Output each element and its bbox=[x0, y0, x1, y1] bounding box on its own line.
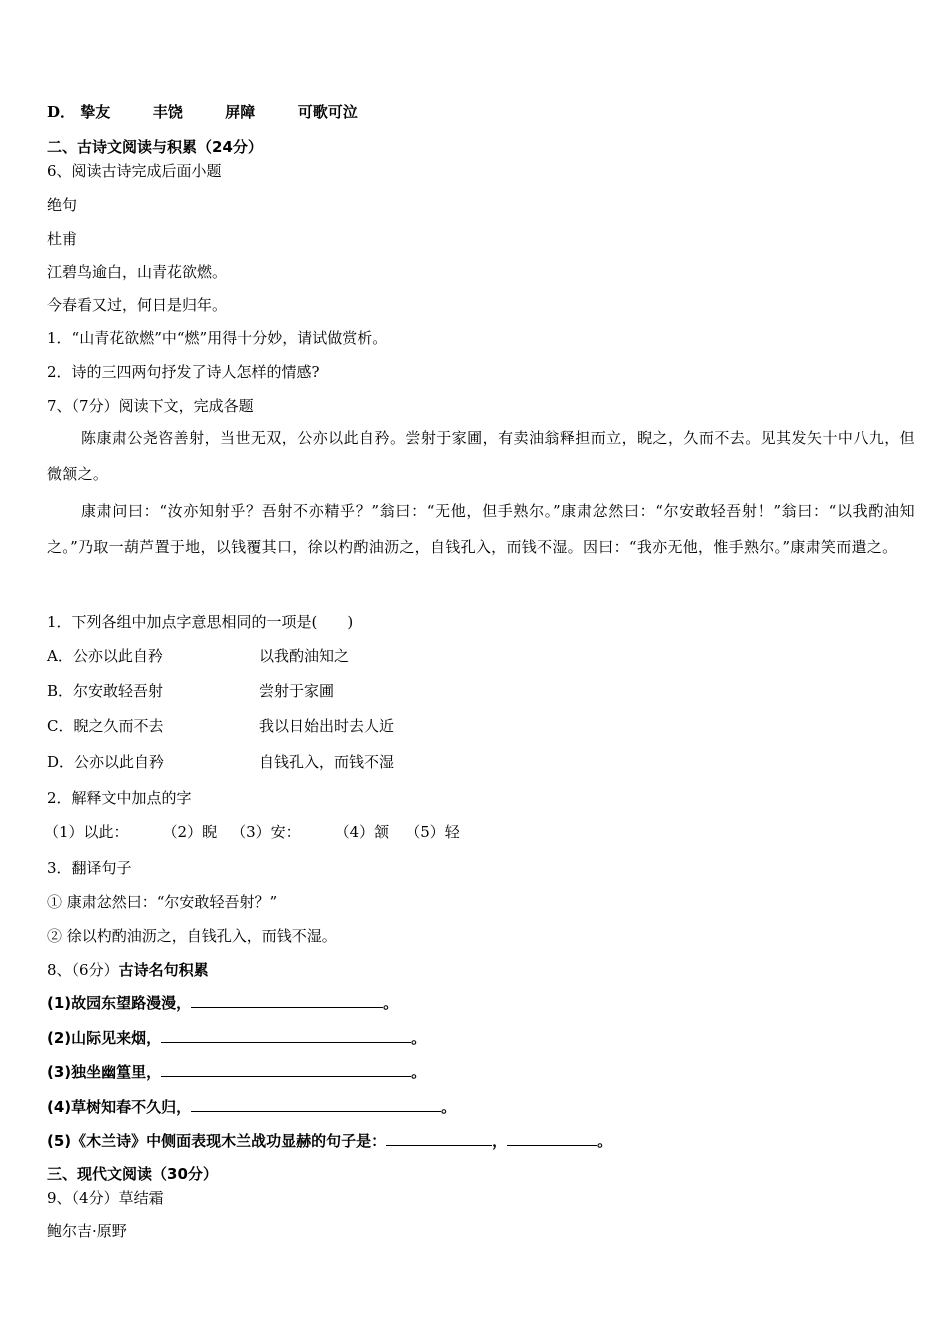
q8-item-1-end: 。 bbox=[383, 994, 399, 1012]
translate-1: ① 康肃忿然曰：“尔安敢轻吾射？” bbox=[47, 893, 278, 911]
option-d bbox=[47, 752, 164, 772]
q8-item-1 bbox=[47, 993, 398, 1013]
poem-line-1: 江碧鸟逾白，山青花欲燃。 bbox=[47, 263, 228, 281]
poem-author: 杜甫 bbox=[47, 230, 78, 248]
q7-passage-para-1: 陈康肃公尧咨善射，当世无双，公亦以此自矜。尝射于家圃，有卖油翁释担而立，睨之，久而不去。见其发矢十中八九，但微颔之。 bbox=[47, 429, 915, 483]
q8-item-5-text: (5)《木兰诗》中侧面表现木兰战功显赫的句子是： bbox=[47, 1132, 387, 1150]
poem-line-2: 今春看又过，何日是归年。 bbox=[47, 296, 228, 314]
answer-blank[interactable] bbox=[191, 1097, 441, 1112]
section-3-heading: 三、现代文阅读（30分） bbox=[47, 1165, 218, 1183]
q7-sub-2: 2．解释文中加点的字 bbox=[47, 789, 192, 807]
q5-option-d-label: D． bbox=[47, 103, 76, 121]
answer-blank[interactable] bbox=[191, 993, 383, 1008]
option-c-right: 我以日始出时去人近 bbox=[259, 717, 395, 735]
explain-row bbox=[44, 822, 460, 842]
q8-intro-prefix: 8、（6分） bbox=[47, 961, 119, 979]
option-b-right: 尝射于家圃 bbox=[259, 682, 335, 700]
option-a bbox=[47, 646, 163, 666]
answer-blank[interactable] bbox=[161, 1028, 411, 1043]
option-a-left: 公亦以此自矜 bbox=[72, 647, 163, 665]
q8-item-4 bbox=[47, 1097, 456, 1117]
option-c-left: 睨之久而不去 bbox=[73, 717, 164, 735]
option-d-left: 公亦以此自矜 bbox=[74, 753, 165, 771]
option-c bbox=[47, 716, 164, 736]
q8-item-3-end: 。 bbox=[411, 1063, 427, 1081]
q7-passage-para-2: 康肃问曰：“汝亦知射乎？吾射不亦精乎？”翁曰：“无他，但手熟尔。”康肃忿然曰：“尔安敢轻吾射！”翁曰：“以我酌油知之。”乃取一葫芦置于地，以钱覆其口，徐以杓酌油沥之，自钱孔入，而钱不湿。因曰：“我亦无他，惟手熟尔。”康肃笑而遣之。 bbox=[47, 502, 915, 556]
q9-author: 鲍尔吉·原野 bbox=[47, 1222, 127, 1240]
q6-sub-2: 2．诗的三四两句抒发了诗人怎样的情感? bbox=[47, 363, 320, 381]
section-2-heading: 二、古诗文阅读与积累（24分） bbox=[47, 138, 263, 156]
option-c-label: C． bbox=[47, 717, 74, 735]
q5-word-1: 挚友 bbox=[80, 103, 111, 121]
answer-blank[interactable] bbox=[386, 1131, 492, 1146]
poem-title: 绝句 bbox=[47, 196, 78, 214]
q7-sub-1: 1．下列各组中加点字意思相同的一项是( ) bbox=[47, 613, 354, 631]
option-a-right: 以我酌油知之 bbox=[259, 647, 350, 665]
q8-item-2 bbox=[47, 1028, 426, 1048]
q8-item-1-text: (1)故园东望路漫漫， bbox=[47, 994, 192, 1012]
q7-sub-3: 3．翻译句子 bbox=[47, 859, 132, 877]
q8-item-3-text: (3)独坐幽篁里， bbox=[47, 1063, 162, 1081]
q5-option-d bbox=[47, 102, 358, 122]
q8-item-2-text: (2)山际见来烟， bbox=[47, 1029, 162, 1047]
explain-4: （4）颔 bbox=[334, 823, 390, 841]
translate-2: ② 徐以杓酌油沥之，自钱孔入，而钱不湿。 bbox=[47, 927, 337, 945]
explain-3: （3）安： bbox=[231, 823, 301, 841]
q8-item-5-end: 。 bbox=[597, 1132, 613, 1150]
q8-item-4-text: (4)草树知春不久归， bbox=[47, 1098, 192, 1116]
q5-word-4: 可歌可泣 bbox=[297, 103, 358, 121]
q5-word-3: 屏障 bbox=[225, 103, 256, 121]
option-d-label: D． bbox=[47, 753, 75, 771]
q5-word-2: 丰饶 bbox=[152, 103, 183, 121]
answer-blank[interactable] bbox=[507, 1131, 597, 1146]
q8-item-5 bbox=[47, 1131, 612, 1151]
q8-intro-title: 古诗名句积累 bbox=[118, 961, 209, 979]
option-b bbox=[47, 681, 163, 701]
explain-2: （2）睨 bbox=[162, 823, 218, 841]
q8-intro bbox=[47, 960, 209, 980]
option-d-right: 自钱孔入，而钱不湿 bbox=[259, 753, 395, 771]
q6-intro: 6、阅读古诗完成后面小题 bbox=[47, 162, 222, 180]
q8-item-5-mid: ， bbox=[492, 1132, 508, 1150]
q9-intro: 9、（4分）草结霜 bbox=[47, 1189, 164, 1207]
q8-item-4-end: 。 bbox=[441, 1098, 457, 1116]
q6-sub-1: 1．“山青花欲燃”中“燃”用得十分妙，请试做赏析。 bbox=[47, 329, 388, 347]
explain-5: （5）轻 bbox=[405, 823, 460, 841]
option-a-label: A． bbox=[47, 647, 73, 665]
explain-1: （1）以此： bbox=[44, 823, 129, 841]
q8-item-3 bbox=[47, 1062, 426, 1082]
answer-blank[interactable] bbox=[161, 1062, 411, 1077]
q7-intro: 7、（7分）阅读下文，完成各题 bbox=[47, 397, 254, 415]
option-b-label: B． bbox=[47, 682, 74, 700]
option-b-left: 尔安敢轻吾射 bbox=[73, 682, 164, 700]
q8-item-2-end: 。 bbox=[411, 1029, 427, 1047]
